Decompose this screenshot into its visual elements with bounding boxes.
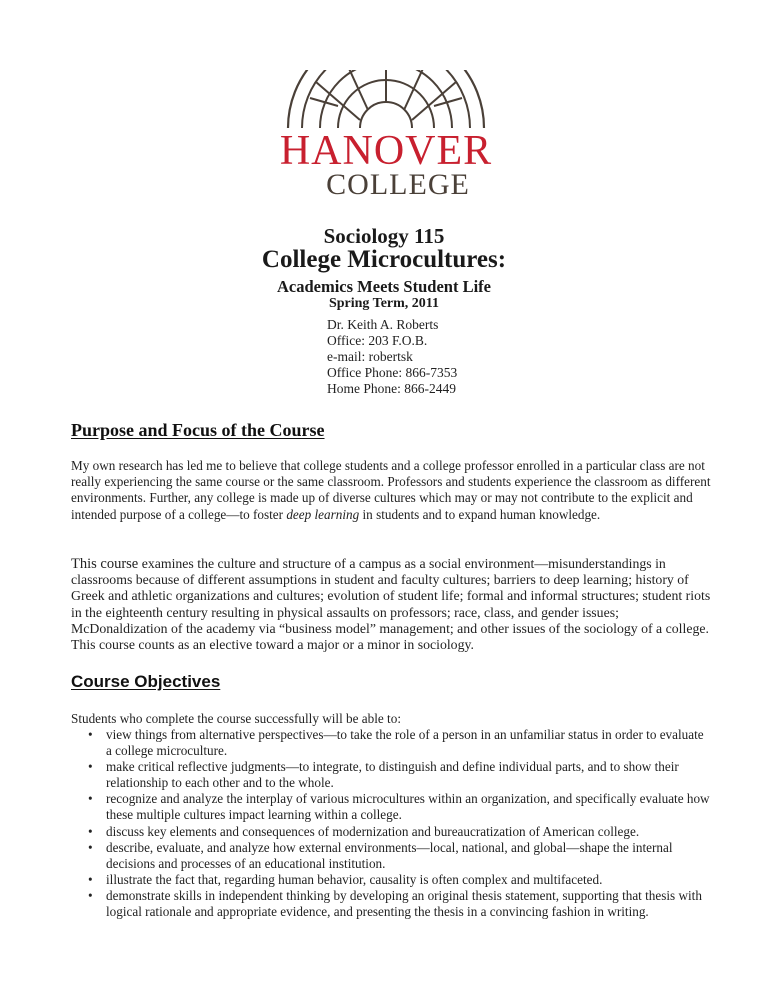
purpose-heading: Purpose and Focus of the Course xyxy=(71,420,325,440)
objective-text: make critical reflective judgments—to integrate, to distinguish and define individual parts, and to show their relationship to each other and to the whole. xyxy=(106,759,679,791)
objectives-list xyxy=(71,727,711,920)
course-title: College Microcultures: xyxy=(261,246,507,273)
objective-text: discuss key elements and consequences of modernization and bureaucratization of American college. xyxy=(106,823,640,839)
bullet-icon: • xyxy=(88,759,93,775)
course-subtitle: Academics Meets Student Life xyxy=(276,277,491,296)
home-phone: Home Phone: 866-2449 xyxy=(327,381,456,396)
bullet-icon: • xyxy=(88,887,93,903)
objective-item xyxy=(71,824,711,840)
p2-lead: This course xyxy=(71,556,139,572)
bullet-icon: • xyxy=(88,871,93,887)
email-line xyxy=(327,349,457,365)
office-phone: Office Phone: 866-7353 xyxy=(327,365,458,380)
office-location: Office: 203 F.O.B. xyxy=(327,333,428,348)
logo-primary-text: HANOVER xyxy=(279,128,493,174)
objective-item xyxy=(71,872,711,888)
objective-text: illustrate the fact that, regarding human behavior, causality is often complex and multifaceted. xyxy=(106,871,603,887)
objective-text: describe, evaluate, and analyze how external environments—local, national, and global—shape the internal decisions and processes of an educational institution. xyxy=(106,839,673,871)
bullet-icon: • xyxy=(88,823,93,839)
objectives-heading: Course Objectives xyxy=(71,672,221,691)
objective-item xyxy=(71,791,711,823)
objective-text: recognize and analyze the interplay of various microcultures within an organization, and specifically evaluate how these multiple cultures impact learning within a college. xyxy=(106,791,710,823)
p1-emphasis: deep learning xyxy=(286,506,360,522)
objective-item xyxy=(71,759,711,791)
p1-text-before: My own research has led me to believe that college students and a college professor enrolled in a particular class are not really experiencing the same course or the same classroom. Professors and students experience the classroom as different environments. Further, any college is made up of diverse cultures which may or may not contribute to the explicit and intended purpose of a college—to foster xyxy=(71,458,711,522)
objective-text: view things from alternative perspectives—to take the role of a person in an unfamiliar status in order to evaluate a college microculture. xyxy=(106,727,704,759)
purpose-paragraph-2 xyxy=(71,556,711,653)
email-label: e-mail xyxy=(327,349,362,364)
bullet-icon: • xyxy=(88,727,93,742)
objective-item xyxy=(71,840,711,872)
objective-item xyxy=(71,888,711,920)
objective-text: demonstrate skills in independent thinking by developing an original thesis statement, supporting that thesis with logical rationale and appropriate evidence, and presenting the thesis in a convincing fashion in writing. xyxy=(106,887,702,920)
p2-text: examines the culture and structure of a campus as a social environment—misunderstandings in classrooms because of different assumptions in student and faculty cultures; barriers to deep learning; history of Greek and athletic organizations and cultures; evolution of student life; formal and informal structures; student riots in the eighteenth century resulting in physical assaults on professors; race, class, and gender issues; McDonaldization of the academy via “business model” management; and other issues of the sociology of a college. This course counts as an elective toward a major or a minor in sociology. xyxy=(71,556,711,653)
logo-secondary-text: COLLEGE xyxy=(326,168,470,198)
objective-item xyxy=(71,727,711,759)
course-term: Spring Term, 2011 xyxy=(328,296,440,311)
instructor-contact xyxy=(327,317,457,397)
instructor-name: Dr. Keith A. Roberts xyxy=(327,317,439,332)
objectives-intro: Students who complete the course successfully will be able to: xyxy=(71,711,401,726)
email-value: : robertsk xyxy=(361,349,413,364)
purpose-paragraph-1 xyxy=(71,458,711,523)
college-logo xyxy=(268,70,504,198)
p1-text-after: in students and to expand human knowledge. xyxy=(359,506,601,522)
bullet-icon: • xyxy=(88,839,93,855)
arched-window-icon xyxy=(268,70,504,198)
bullet-icon: • xyxy=(88,791,93,807)
course-number: Sociology 115 xyxy=(323,224,445,248)
